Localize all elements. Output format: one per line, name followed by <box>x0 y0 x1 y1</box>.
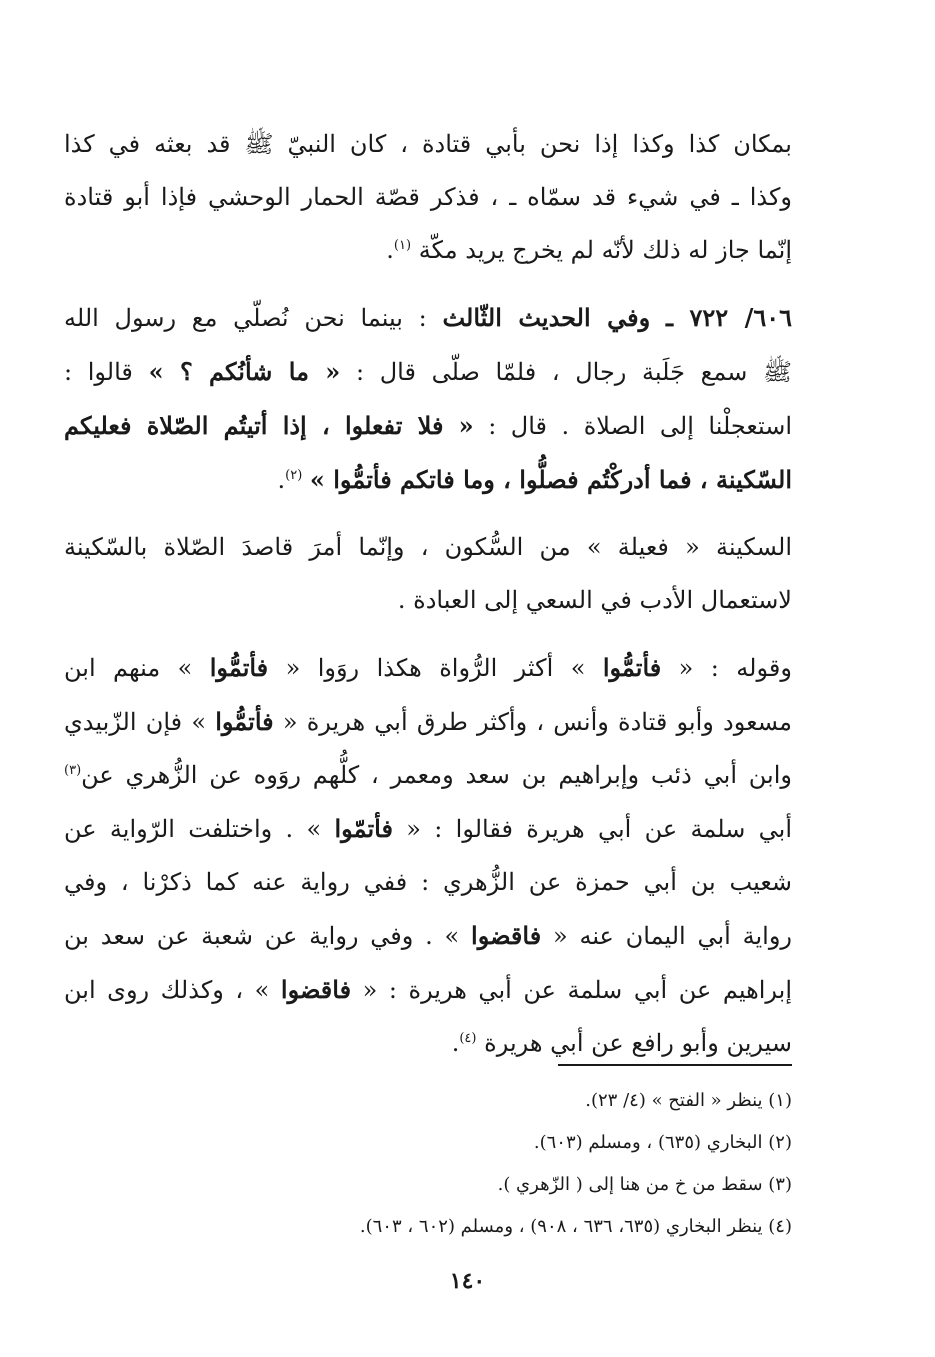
text-line <box>64 291 792 345</box>
text-line: وكذا ـ في شيء قد سمّاه ـ ، فذكر قصّة الحمار الوحشي فإذا أبو قتادة <box>64 183 792 211</box>
footnote-2: (٢) البخاري (٦٣٥) ، ومسلم (٦٠٣). <box>533 1132 792 1153</box>
text-line <box>64 1017 792 1070</box>
text-line <box>64 641 792 695</box>
text-segment: قالوا : <box>64 358 133 386</box>
text-segment: وقوله : « <box>678 654 792 682</box>
text-segment: وابن أبي ذئب وإبراهيم بن سعد ومعمر ، كلُّهم روَوه عن الزُّهري عن <box>81 761 792 789</box>
text-line <box>64 909 792 963</box>
footnote-1: (١) ينظر « الفتح » (٤/ ٢٣). <box>585 1090 792 1111</box>
footnotes <box>64 1080 792 1248</box>
text-line <box>64 224 792 277</box>
text-segment: إنّما جاز له ذلك لأنّه لم يخرج يريد مكّة <box>418 236 792 264</box>
main-text <box>64 118 792 1070</box>
footnote-4: (٤) ينظر البخاري (٦٣٥، ٦٣٦ ، ٩٠٨) ، ومسلم (٦٠٢ ، ٦٠٣). <box>359 1216 792 1237</box>
text-line <box>64 749 792 802</box>
quoted-word: فأتمّوا <box>334 814 393 843</box>
quoted-word: فأتمُّوا <box>602 653 662 682</box>
paragraph-3 <box>64 521 792 627</box>
quoted-word: فاقضوا <box>471 921 542 950</box>
text-segment: مسعود وأبو قتادة وأنس ، وأكثر طرق أبي هريرة « <box>282 708 792 736</box>
text-line <box>64 399 792 453</box>
text-segment: » أكثر الرُّواة هكذا روَوا « <box>285 654 586 682</box>
punctuation: . <box>277 466 286 494</box>
text-segment: : بينما نحن نُصلّي مع رسول الله <box>64 304 427 332</box>
quoted-word: فأتمُّوا <box>215 707 274 736</box>
paragraph-4 <box>64 641 792 1070</box>
quoted-word: فاقضوا <box>280 975 352 1004</box>
text-line: شعيب بن أبي حمزة عن الزُّهري : ففي رواية عنه كما ذكرْنا ، وفي <box>64 868 793 896</box>
text-segment: » . واختلفت الرّواية عن <box>64 815 322 843</box>
hadith-number: ٦٠٦/ ٧٢٢ ـ <box>665 303 793 332</box>
text-line <box>64 695 792 749</box>
text-segment: إبراهيم عن أبي سلمة عن أبي هريرة : « <box>362 976 792 1004</box>
text-segment: سيرين وأبو رافع عن أبي هريرة <box>484 1029 792 1057</box>
quoted-phrase: السّكينة ، فما أدركْتُم فصلُّوا ، وما فاتكم فأتمُّوا » <box>309 465 792 494</box>
page-number: ١٤٠ <box>449 1268 486 1294</box>
text-segment: ﷺ سمع جَلَبة رجال ، فلمّا صلّى قال : <box>355 358 792 386</box>
text-segment: » منهم ابن <box>64 654 193 682</box>
text-line <box>64 345 792 399</box>
footnote-ref: (٤) <box>459 1031 477 1046</box>
paragraph-2 <box>64 291 792 507</box>
text-segment: » فإن الزّبيدي <box>64 708 207 736</box>
quoted-phrase: « ما شأنُكم ؟ » <box>148 357 341 386</box>
footnote-3: (٣) سقط من خ من هنا إلى ( الزّهري ). <box>497 1174 792 1195</box>
paragraph-1 <box>64 118 792 277</box>
footnote-separator <box>558 1064 792 1066</box>
punctuation: . <box>451 1029 460 1057</box>
text-line <box>64 453 792 507</box>
footnote-ref: (٣) <box>64 763 82 778</box>
quoted-word: فأتمُّوا <box>209 653 269 682</box>
text-line: بمكان كذا وكذا إذا نحن بأبي قتادة ، كان النبيّ ﷺ قد بعثه في كذا <box>64 130 792 158</box>
text-line <box>64 963 792 1017</box>
text-segment: أبي سلمة عن أبي هريرة فقالوا : « <box>406 815 793 843</box>
text-segment: رواية أبي اليمان عنه « <box>552 922 793 950</box>
punctuation: . <box>386 236 394 264</box>
text-line: السكينة « فعيلة » من السُّكون ، وإنّما أمرَ قاصدَ الصّلاة بالسّكينة <box>64 533 792 561</box>
text-segment: استعجلْنا إلى الصلاة . قال : <box>488 412 793 440</box>
text-line <box>64 802 792 856</box>
text-line: لاستعمال الأدب في السعي إلى العبادة . <box>397 586 792 614</box>
quoted-phrase: « فلا تفعلوا ، إذا أتيتُم الصّلاة فعليكم <box>64 411 474 440</box>
footnote-ref: (١) <box>393 238 412 253</box>
text-segment: » ، وكذلك روى ابن <box>64 976 270 1004</box>
footnote-ref: (٢) <box>285 468 303 483</box>
text-segment: » . وفي رواية عن شعبة عن سعد بن <box>64 922 460 950</box>
section-heading: وفي الحديث الثّالث <box>442 303 651 332</box>
